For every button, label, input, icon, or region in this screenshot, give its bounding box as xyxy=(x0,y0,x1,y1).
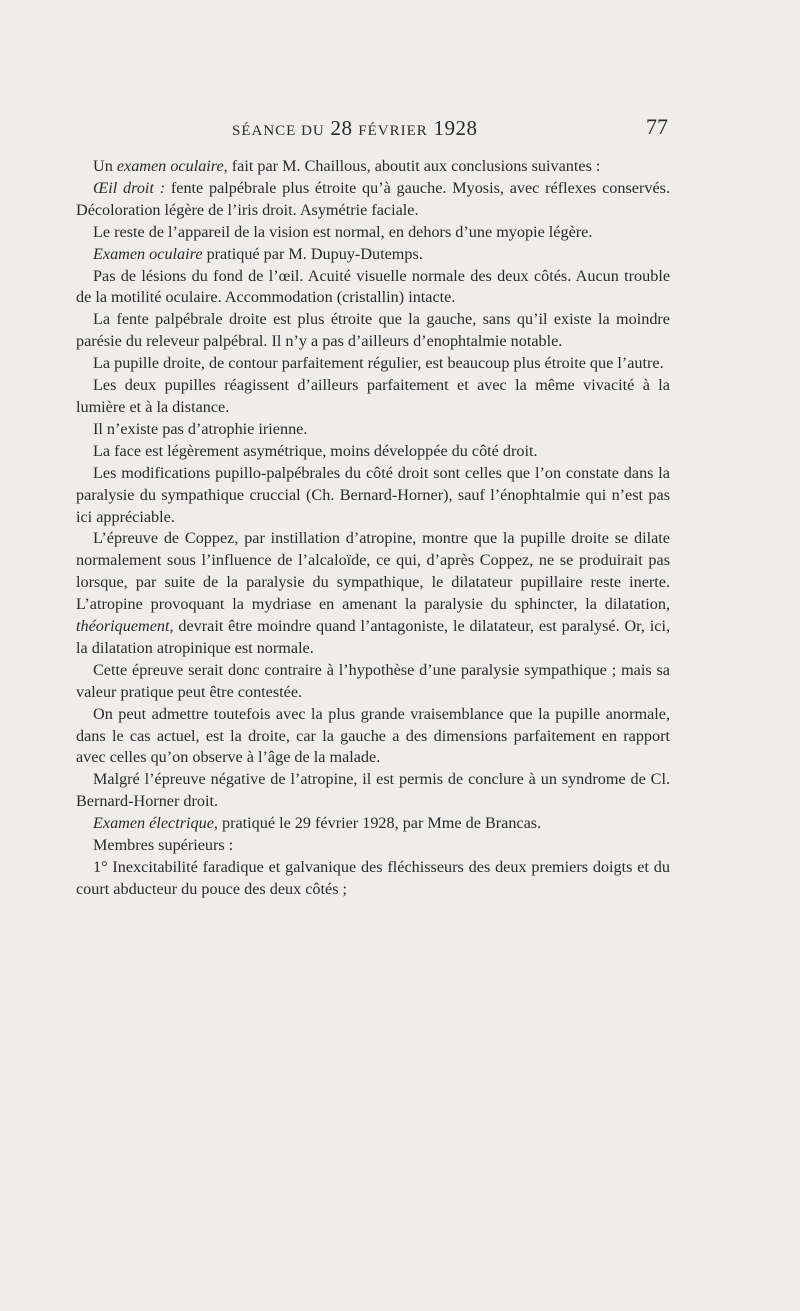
italic-text: Œil droit : xyxy=(93,178,166,197)
text-segment: fente palpébrale plus étroite qu’à gauche. Myosis, avec réflexes conservés. Décoloration légère de l’iris droit. Asymétrie faciale. xyxy=(76,178,670,219)
text-segment: pratiqué par M. Dupuy-Dutemps. xyxy=(202,244,423,263)
header-month: FÉVRIER xyxy=(358,123,428,139)
italic-text: examen oculaire, xyxy=(116,157,228,175)
text-segment: pratiqué le 29 février 1928, par Mme de Brancas. xyxy=(217,814,542,833)
text-segment: devrait être moindre quand l’antagoniste, le dilatateur, est paralysé. Or, ici, la dilatation atropinique est normale. xyxy=(76,617,670,657)
header-year: 1928 xyxy=(433,116,478,140)
paragraph xyxy=(76,375,670,419)
paragraph xyxy=(76,178,670,222)
text-segment: La face est légèrement asymétrique, moins développée du côté droit. xyxy=(93,441,538,460)
paragraph xyxy=(76,813,670,835)
paragraph xyxy=(76,222,670,244)
paragraph xyxy=(76,156,670,178)
header-date-number: 28 xyxy=(330,116,353,140)
body-text xyxy=(76,156,670,901)
italic-text: Examen électrique, xyxy=(93,814,218,833)
text-segment: Les deux pupilles réagissent d’ailleurs parfaitement et avec la même vivacité à la lumière et à la distance. xyxy=(76,376,670,416)
text-segment: Un xyxy=(93,157,117,175)
paragraph xyxy=(76,835,670,857)
text-segment: Pas de lésions du fond de l’œil. Acuité visuelle normale des deux côtés. Aucun trouble de la motilité oculaire. Accommodation (cristallin) intacte. xyxy=(76,266,670,307)
header-title-prefix: SÉANCE DU xyxy=(232,123,325,139)
running-header xyxy=(80,116,668,146)
text-segment: Il n’existe pas d’atrophie irienne. xyxy=(93,419,308,438)
paragraph xyxy=(76,660,670,704)
text-segment: Le reste de l’appareil de la vision est normal, en dehors d’une myopie légère. xyxy=(93,222,593,241)
paragraph xyxy=(76,309,670,353)
text-segment: On peut admettre toutefois avec la plus grande vraisemblance que la pupille anormale, dans le cas actuel, est la droite, car la gauche a des dimensions parfaitement en rapport avec celles qu’on observe à l’âge de la malade. xyxy=(76,704,670,767)
page-number: 77 xyxy=(646,114,668,139)
text-segment: L’épreuve de Coppez, par instillation d’atropine, montre que la pupille droite se dilate normalement sous l’influence de l’alcaloïde, ce qui, d’après Coppez, ne se produirait pas lorsque, par suite de la paralysie du sympathique, le dilatateur pupillaire reste inerte. L’atropine provoquant la mydriase en amenant la paralysie du sphincter, la dilatation, xyxy=(76,529,670,614)
paragraph xyxy=(76,266,670,310)
paragraph xyxy=(76,244,670,266)
paragraph xyxy=(76,528,670,659)
text-segment: Cette épreuve serait donc contraire à l’hypothèse d’une paralysie sympathique ; mais sa valeur pratique peut être contestée. xyxy=(76,660,670,701)
paragraph xyxy=(76,769,670,813)
paragraph xyxy=(76,419,670,441)
paragraph xyxy=(76,441,670,463)
text-segment: La fente palpébrale droite est plus étroite que la gauche, sans qu’il existe la moindre parésie du releveur palpébral. Il n’y a pas d’ailleurs d’enophtalmie notable. xyxy=(76,310,670,351)
italic-text: théoriquement, xyxy=(76,617,174,636)
text-segment: La pupille droite, de contour parfaitement régulier, est beaucoup plus étroite que l’autre. xyxy=(93,354,664,373)
text-segment: Membres supérieurs : xyxy=(93,836,234,855)
text-segment: Les modifications pupillo-palpébrales du côté droit sont celles que l’on constate dans la paralysie du sympathique cruccial (Ch. Bernard-Horner), sauf l’énophtalmie qui n’est pas ici appréciable. xyxy=(76,463,670,526)
text-segment: 1° Inexcitabilité faradique et galvanique des fléchisseurs des deux premiers doigts et du court abducteur du pouce des deux côtés ; xyxy=(76,858,670,898)
paragraph xyxy=(76,704,670,770)
paragraph xyxy=(76,353,670,375)
text-segment: fait par M. Chaillous, aboutit aux conclusions suivantes : xyxy=(227,157,601,175)
paragraph xyxy=(76,857,670,901)
italic-text: Examen oculaire xyxy=(93,244,203,263)
paragraph xyxy=(76,463,670,529)
header-title xyxy=(232,116,478,141)
text-segment: Malgré l’épreuve négative de l’atropine, il est permis de conclure à un syndrome de Cl. Bernard-Horner droit. xyxy=(76,770,670,811)
